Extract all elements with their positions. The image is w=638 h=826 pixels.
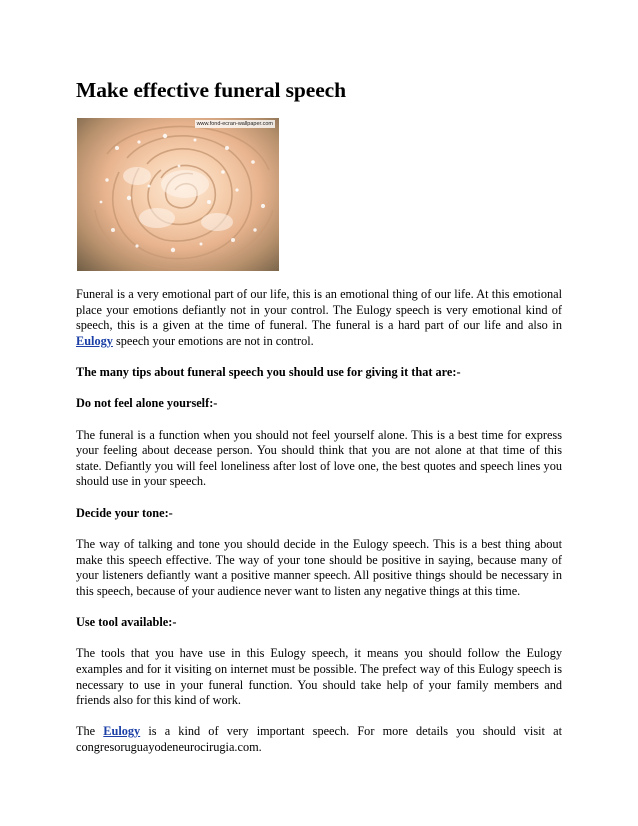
closing-paragraph	[76, 724, 562, 755]
eulogy-link-closing[interactable]: Eulogy	[103, 724, 141, 739]
section-heading-tone: Decide your tone:-	[76, 505, 173, 520]
section-text-tool: The tools that you have use in this Eulogy speech, it means you should follow the Eulogy examples and for it visiting on internet must be possible. The prefect way of this Eulogy speech is necessary to use in your funeral function. You should take help of your family members and friends also for this kind of work.	[76, 646, 562, 708]
rose-illustration	[77, 118, 279, 271]
closing-text-end: is a kind of very important speech. For more details you should visit at congresoruguayodeneurocirugia.com.	[76, 724, 562, 754]
section-heading-tool: Use tool available:-	[76, 615, 177, 630]
image-watermark: www.fond-ecran-wallpaper.com	[196, 121, 273, 127]
intro-text-end: speech your emotions are not in control.	[112, 333, 314, 348]
intro-paragraph	[76, 287, 562, 349]
document-body	[76, 287, 562, 771]
tips-heading: The many tips about funeral speech you should use for giving it that are:-	[76, 365, 461, 380]
eulogy-link-intro[interactable]: Eulogy	[76, 333, 113, 348]
closing-text-start: The	[76, 724, 104, 739]
section-text-tone: The way of talking and tone you should decide in the Eulogy speech. This is a best thing about make this speech effective. The way of your tone should be positive in saying, because many of your listeners defiantly want a positive manner speech. All positive things should be necessary in this speech, because of your audience never want to listen any negative things at this time.	[76, 536, 562, 598]
section-text-alone: The funeral is a function when you should not feel yourself alone. This is a best time for express your feeling about decease person. You should think that you are not alone at that time of this state. Defiantly you will feel loneliness after lost of love one, the best quotes and speech lines you should use in your speech.	[76, 427, 562, 489]
section-heading-alone: Do not feel alone yourself:-	[76, 396, 218, 411]
rose-photo	[77, 118, 279, 271]
intro-text-start: Funeral is a very emotional part of our life, this is an emotional thing of our life. At this emotional place your emotions defiantly not in your control. The Eulogy speech is very emotional kind of speech, this is a given at the time of funeral. The funeral is a hard part of our life and also in	[76, 287, 562, 333]
document-title: Make effective funeral speech	[76, 78, 346, 102]
